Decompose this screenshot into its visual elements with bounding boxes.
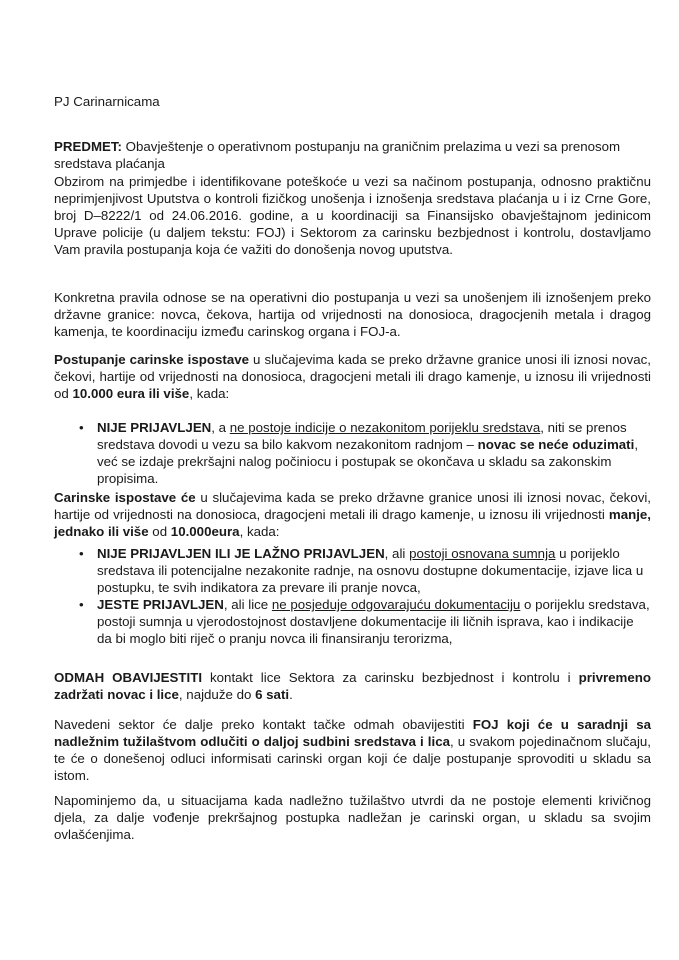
bold-text: JESTE PRIJAVLJEN	[97, 597, 224, 612]
bold-text: privremeno zadržati novac i lice	[54, 670, 651, 702]
note-paragraph	[54, 792, 651, 843]
intro-paragraph	[54, 173, 651, 258]
text-run: o porijeklu sredstava, postoji sumnja u vjerodostojnost dostavljene dokumentacije ili ličnih isprava, kao i indikacije da bi moglo biti riječ o pranju novca ili finansiranju terorizma,	[97, 597, 650, 646]
bullet-icon: •	[79, 420, 84, 435]
customs-offices-paragraph	[54, 489, 651, 540]
bold-text: PREDMET:	[54, 139, 122, 154]
text-run: , a	[211, 420, 230, 435]
text-run: , ali	[384, 546, 410, 561]
bold-text: 6 sati	[255, 687, 290, 702]
text-run: , kada:	[189, 386, 230, 401]
bold-text: 10.000eura	[170, 524, 240, 539]
text-run: od	[148, 524, 171, 539]
subject-line	[54, 138, 651, 172]
bold-text: manje, jednako ili više	[54, 507, 651, 539]
text-run: Napominjemo da, u situacijama kada nadležno tužilaštvo utvrdi da ne postoje elementi krivičnog djela, za dalje vođenje prekršajnog postupka nadležan je carinski organ, u skladu sa svojim ovlašćenjima.	[54, 793, 651, 842]
text-run: Obzirom na primjedbe i identifikovane poteškoće u vezi sa načinom postupanja, odnosno praktičnu neprimjenjivost Uputstva o kontroli fizičkog unošenja i iznošenja sredstava plaćanja u i iz Crne Gore, broj D–8222/1 od 24.06.2016. godine, a u koordinaciji sa Finansijsko obavještajnom jedinicom Uprave policije (u daljem tekstu: FOJ) i Sektorom za carinsku bezbjednost i kontrolu, dostavljamo Vam pravila postupanja koja će važiti do donošenja novog uputstva.	[54, 174, 651, 257]
bold-text: novac se neće oduzimati	[477, 437, 635, 452]
bullet-item	[54, 596, 651, 647]
bullet-list-b	[54, 545, 651, 647]
notify-paragraph	[54, 669, 651, 703]
text-run: , ali lice	[223, 597, 272, 612]
bullet-item	[54, 545, 651, 596]
underlined-text: ne postoje indicije o nezakonitom porijeklu sredstava	[229, 420, 541, 435]
bold-text: Carinske ispostave će	[54, 490, 196, 505]
bullet-item	[54, 419, 651, 487]
text-run: kontakt lice Sektora za carinsku bezbjednost i kontrolu i	[202, 670, 579, 685]
text-run: , najduže do	[178, 687, 256, 702]
sector-paragraph	[54, 716, 651, 784]
text-run: Konkretna pravila odnose se na operativni dio postupanja u vezi sa unošenjem ili iznošenjem preko državne granice: novca, čekova, hartija od vrijednosti na donosioca, dragocjenih metala i dragog kamenja, te koordinaciju između carinskog organa i FOJ-a.	[54, 290, 651, 339]
text-run: .	[289, 687, 293, 702]
bold-text: FOJ koji će u saradnji sa nadležnim tužilaštvom odlučiti o daljoj sudbini sredstava i lica	[54, 717, 652, 749]
text-run: , kada:	[239, 524, 280, 539]
text-run: u porijeklo sredstava ili potencijalne nezakonite radnje, na osnovu dostupne dokumentacije, izjave lica u postupku, te svih indikatora za prevare ili pranje novca,	[97, 546, 644, 595]
text-run: Obavještenje o operativnom postupanju na graničnim prelazima u vezi sa prenosom sredstava plaćanja	[54, 139, 621, 171]
recipient: PJ Carinarnicama	[54, 94, 160, 109]
text-run: u slučajevima kada se preko državne granice unosi ili iznosi novac, čekovi, hartije od vrijednosti na donosioca, dragocjeni metali ili drago kamenje, u iznosu ili vrijednosti	[54, 490, 652, 522]
bullet-list-a	[54, 419, 651, 487]
text-run: , u svakom pojedinačnom slučaju, te će o donešenoj odluci informisati carinski organ koji će dalje postupanje sprovoditi u skladu sa istom.	[54, 734, 651, 783]
bold-text: NIJE PRIJAVLJEN ILI JE LAŽNO PRIJAVLJEN	[97, 546, 385, 561]
text-run: Navedeni sektor će dalje preko kontakt tačke odmah obavijestiti	[54, 717, 473, 732]
bold-text: ODMAH OBAVIJESTITI	[54, 670, 203, 685]
text-run: , niti se prenos sredstava dovodi u vezu sa bilo kakvom nezakonitom radnjom –	[97, 420, 627, 452]
bullet-icon: •	[79, 546, 84, 561]
text-run: u slučajevima kada se preko državne granice unosi ili iznosi novac, čekovi, hartije od vrijednosti na donosioca, dragocjeni metali ili drago kamenje, u iznosu ili vrijednosti od	[54, 352, 652, 401]
underlined-text: ne posjeduje odgovarajuću dokumentaciju	[271, 597, 521, 612]
bullet-icon: •	[79, 597, 84, 612]
underlined-text: postoji osnovana sumnja	[409, 546, 556, 561]
customs-procedure-paragraph	[54, 351, 651, 402]
bold-text: Postupanje carinske ispostave	[54, 352, 250, 367]
bold-text: NIJE PRIJAVLJEN	[97, 420, 212, 435]
text-run: , već se izdaje prekršajni nalog počiniocu i postupak se okončava u skladu sa zakonskim propisima.	[97, 437, 639, 486]
bold-text: 10.000 eura ili više	[72, 386, 190, 401]
rules-paragraph	[54, 289, 651, 340]
